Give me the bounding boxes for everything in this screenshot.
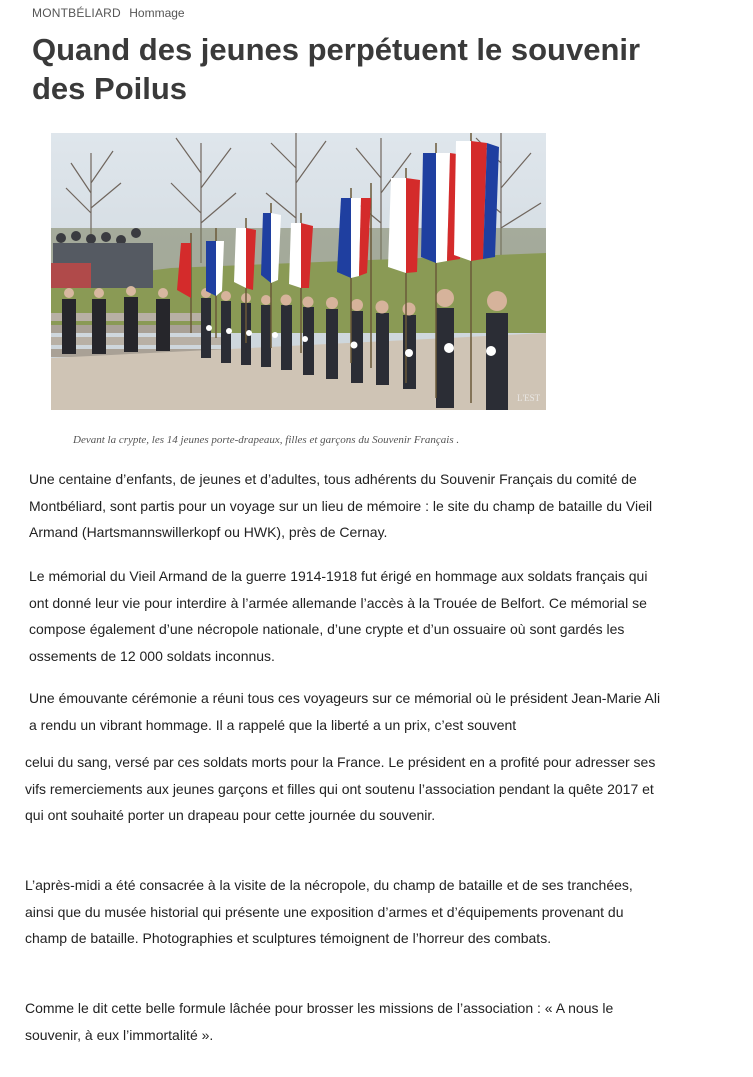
city-label[interactable]: MONTBÉLIARD	[32, 6, 121, 20]
article-title: Quand des jeunes perpétuent le souvenir des Poilus	[32, 32, 641, 106]
paragraph-4: celui du sang, versé par ces soldats morts pour la France. Le président en a profité pour adresser ses vifs remerciements aux jeunes garçons et filles qui ont soutenu l’association pendant la quête 2017 et qui ont souhaité porter un drapeau pour cette journée du souvenir.	[25, 754, 656, 823]
paragraph-2: Le mémorial du Vieil Armand de la guerre 1914-1918 fut érigé en hommage aux soldats français qui ont donné leur vie pour interdire à l’armée allemande l’accès à la Trouée de Belfort. Ce mémorial se compose également d’une nécropole nationale, d’une crypte et d’un ossuaire où sont gardés les ossements de 12 000 soldats inconnus.	[29, 568, 648, 664]
photo-caption: Devant la crypte, les 14 jeunes porte-drapeaux, filles et garçons du Souvenir Français .	[73, 434, 460, 446]
section-label[interactable]: Hommage	[129, 6, 185, 20]
photo-watermark: L'EST	[517, 393, 541, 403]
paragraph-5: L’après-midi a été consacrée à la visite de la nécropole, du champ de bataille et de ses tranchées, ainsi que du musée historial qui présente une exposition d’armes et d’équipements provenant du champ de bataille. Photographies et sculptures témoignent de l’horreur des combats.	[25, 877, 633, 946]
paragraph-3: Une émouvante cérémonie a réuni tous ces voyageurs sur ce mémorial où le président Jean-Marie Ali a rendu un vibrant hommage. Il a rappelé que la liberté a un prix, c’est souvent	[29, 690, 661, 733]
ceremony-illustration	[51, 133, 546, 410]
article-photo[interactable]	[51, 133, 546, 410]
paragraph-6: Comme le dit cette belle formule lâchée pour brosser les missions de l’association : « A nous le souvenir, à eux l’immortalité ».	[25, 1000, 614, 1043]
article-kicker	[32, 6, 185, 20]
paragraph-1: Une centaine d’enfants, de jeunes et d’adultes, tous adhérents du Souvenir Français du comité de Montbéliard, sont partis pour un voyage sur un lieu de mémoire : le site du champ de bataille du Vieil Armand (Hartsmannswillerkopf ou HWK), près de Cernay.	[29, 471, 653, 540]
